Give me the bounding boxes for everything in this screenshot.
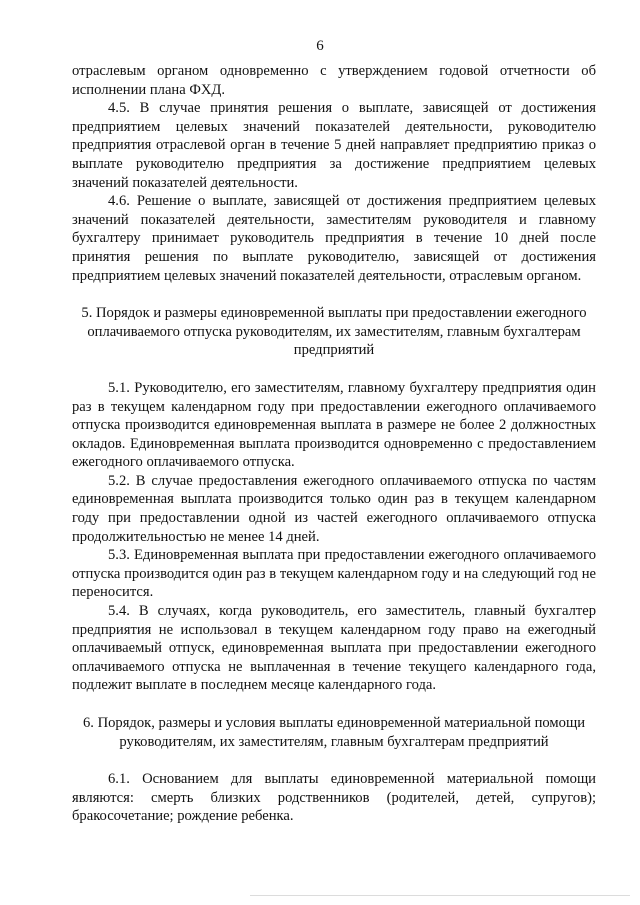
paragraph-continuation: отраслевым органом одновременно с утверждением годовой отчетности об исполнении плана ФХД. [72, 63, 596, 98]
paragraph-5-1: 5.1. Руководителю, его заместителям, главному бухгалтеру предприятия один раз в текущем календарном году при предоставлении ежегодного оплачиваемого отпуска производится единовременная выплата в размере не более 2 должностных окладов. Единовременная выплата производится одновременно с предоставлением ежегодного оплачиваемого отпуска. [72, 379, 596, 471]
paragraph-5-3: 5.3. Единовременная выплата при предоставлении ежегодного оплачиваемого отпуска производится один раз в текущем календарном году и на следующий год не переносится. [72, 547, 596, 601]
page-number: 6 [316, 38, 324, 54]
section-6-heading: 6. Порядок, размеры и условия выплаты единовременной материальной помощи руководителям, их заместителям, главным бухгалтерам предприятий [82, 715, 586, 750]
paragraph-4-6: 4.6. Решение о выплате, зависящей от достижения предприятием целевых значений показателей деятельности, заместителям руководителя и главному бухгалтеру принимает руководитель предприятия в течение 10 дней после принятия решения по выплате руководителю, зависящей от достижения предприятием целевых значений показателей деятельности, отраслевым органом. [72, 193, 596, 284]
paragraph-5-2: 5.2. В случае предоставления ежегодного оплачиваемого отпуска по частям единовременная выплата производится только один раз в текущем календарном году при предоставлении одной из частей ежегодного оплачиваемого отпуска продолжительностью не менее 14 дней. [72, 472, 596, 545]
paragraph-6-1: 6.1. Основанием для выплаты единовременной материальной помощи являются: смерть близких родственников (родителей, детей, супругов); бракосочетание; рождение ребенка. [72, 771, 596, 825]
section-5-heading: 5. Порядок и размеры единовременной выплаты при предоставлении ежегодного оплачиваемого отпуска руководителям, их заместителям, главным бухгалтерам предприятий [81, 305, 587, 359]
paragraph-5-4: 5.4. В случаях, когда руководитель, его заместитель, главный бухгалтер предприятия не использовал в текущем календарном году право на ежегодный оплачиваемый отпуск, единовременная выплата при предоставлении ежегодного оплачиваемого отпуска не выплаченная в течение текущего календарного года, подлежит выплате в последнем месяце календарного года. [72, 603, 596, 694]
document-body [72, 62, 596, 826]
page-bottom-rule [250, 895, 630, 896]
paragraph-4-5: 4.5. В случае принятия решения о выплате, зависящей от достижения предприятием целевых значений показателей деятельности, руководителю предприятия отраслевой орган в течение 5 дней направляет предприятию приказ о выплате руководителю предприятия за достижение предприятием целевых значений показателей деятельности. [72, 100, 596, 191]
